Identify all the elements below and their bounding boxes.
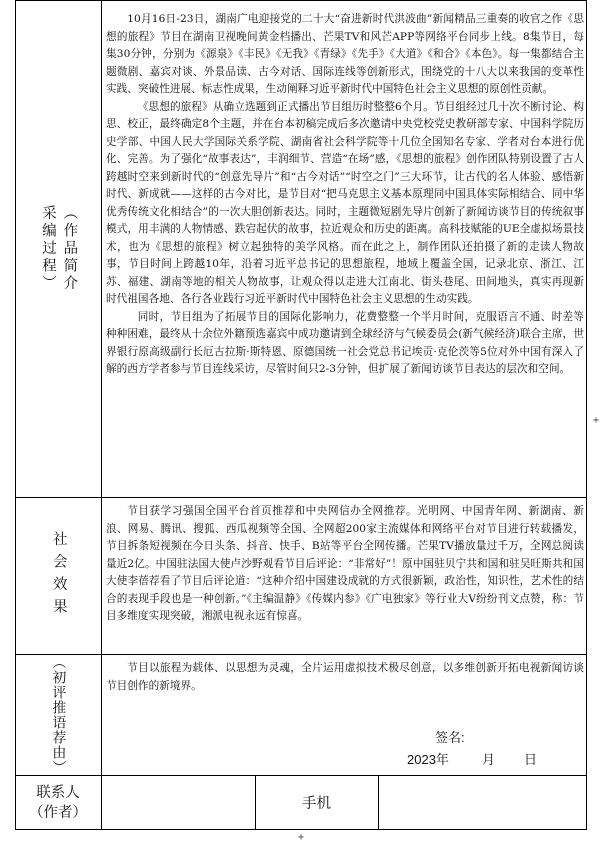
signature-label: 签名: [435,730,465,745]
contact-label [15,776,101,829]
table-right-border [586,0,587,830]
row-insert-handle[interactable]: + [298,832,305,843]
contact-divider-2 [378,775,379,830]
intro-label [15,1,101,497]
intro-paragraph-2: 《思想的旅程》从确立选题到正式播出节目组历时整整6个月。节目组经过几十次不断讨论、构思、校正，最终确定8个主题，并在台本初稿完成后多次邀请中央党校党史教研部专家、中国科学院历史学部、中国人民大学国际关系学院、湖南省社会科学院等十几位全国知名专家、学者对台本进行优化、完善。为了强化“故事表达”，丰润细节、营造“在场”感，《思想的旅程》创作团队特别设置了古人跨越时空来到新时代的“创意先导片”和“古今对话”“时空之门”三大环节，让古代的名人体验、感悟新时代、新成就——这样的古今对比，是节目对“把马克思主义基本原理同中国具体实际相结合、同中华优秀传统文化相结合”的一次大胆创新表达。同时，主题微短剧先导片创新了新闻访谈节目的传统叙事模式，用丰满的人物情感、跌宕起伏的故事，拉近观众和历史的距离。高科技赋能的UE全虚拟场景技术，也为《思想的旅程》树立起独特的美学风格。而在此之上，制作团队还拍摄了新的走读人物故事，节目时间上跨越10年，沿着习近平总书记的思想旅程，地域上覆盖全国，记录北京、浙江、江苏、福建、湖南等地的相关人物故事，让观众得以走进大江南北、街头巷尾、田间地头，真实再现新时代祖国各地、各行各业践行习近平新时代中国特色社会主义思想的生动实践。 [106,100,584,305]
effect-content [106,503,584,626]
recommend-label-text: （初评推语荐由） [50,655,67,775]
phone-label [255,776,378,829]
date-month: 月 [482,752,496,767]
contact-label-text: 联系人（作者） [29,784,87,821]
intro-paragraph-1: 10月16日-23日，湖南广电迎接党的二十大“奋进新时代洪波曲”新闻精品三重奏的收官之作《思想的旅程》节目在湖南卫视晚间黄金档播出、芒果TV和风芒APP等网络平台同步上线。8集节目，每集30分钟，分别为《源泉》《丰民》《无我》《青绿》《先手》《大道》《和合》《本色》。每一集都结合主题微剧、嘉宾对谈、外景品读、古今对话、国际连线等创新形式，围绕党的十八大以来我国的变革性实践、突破性进展、标志性成果，生动阐释习近平新时代中国特色社会主义思想的原创性贡献。 [106,13,584,95]
intro-paragraph-3: 同时，节目组为了拓展节目的国际化影响力，花费整整一个半月时间，克服语言不通、时差等种种困难，最终从十余位外籍预选嘉宾中成功邀请到全球经济与气候委员会(新气候经济)联合主席，世界银行原高级副行长厄古拉斯·斯特恩、原德国统一社会党总书记埃贡·克伦茨等5位对外中国有深入了解的西方学者参与节目连线采访，尽管时间只2-3分钟，但扩展了新闻访谈节目表达的层次和空间。 [106,310,584,375]
intro-label-col2: 采编过程） [40,205,56,293]
recommend-content [106,660,584,695]
date-year: 2023年 [407,752,449,767]
table-resize-handle[interactable]: + [593,415,600,426]
recommend-label [15,655,101,775]
effect-label [15,498,101,654]
effect-paragraph: 节目获学习强国全国平台首页推荐和中央网信办全网推荐。光明网、中国青年网、新湖南、新浪、网易、腾讯、搜狐、西瓜视频等全国、全网超200家主流媒体和网络平台对节目进行转载播发，节目拆条短视频在今日头条、抖音、快手、B站等平台全网传播。芒果TV播放量过千万，全网总阅读量近2亿。中国驻法国大使卢沙野观看节目后评论：“非常好”！原中国驻贝宁共和国和驻吴旺斯共和国大使李蓓荐看了节目后评论道：“这种介绍中国建设成就的方式很新颖，政治性，知识性，艺术性的结合的表现手段也是一种创新。”《主编温静》《传媒内参》《广电独家》等行业大V纷纷刊文点赞，称：节目多维度实现突破，湘派电视永远有惊喜。 [106,505,584,622]
date-day: 日 [524,752,538,767]
intro-content [106,11,584,379]
document-table [15,0,587,830]
label-column-divider [101,0,102,830]
recommend-paragraph: 节目以旅程为载体、以思想为灵魂，全片运用虚拟技术极尽创意，以多维创新开拓电视新闻访谈节目创作的新境界。 [106,662,584,692]
phone-label-text: 手机 [302,796,331,812]
intro-label-col1: （作品简介 [61,205,78,293]
effect-label-text: 社会效果 [50,531,67,621]
